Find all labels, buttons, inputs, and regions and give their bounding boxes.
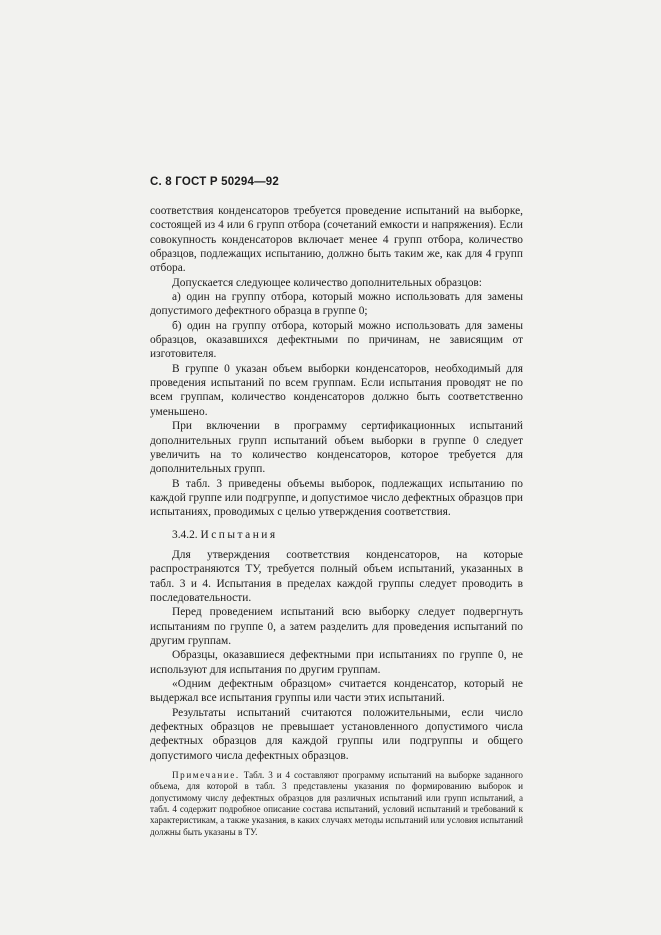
paragraph: В группе 0 указан объем выборки конденсаторов, необходимый для проведения испытаний по всем группам. Если испытания проводят не по всем группам, количество конденсаторов должно быть соответственно уменьшено.	[150, 362, 523, 418]
note	[150, 770, 523, 838]
section-number: 3.4.2.	[172, 528, 198, 541]
paragraph: «Одним дефектным образцом» считается конденсатор, который не выдержал все испытания группы или части этих испытаний.	[150, 678, 523, 705]
note-text: Табл. 3 и 4 составляют программу испытаний на выборке заданного объема, для которой в табл. 3 представлены указания по формированию выборок и допустимому числу дефектных образцов для различных испытаний или групп испытаний, а табл. 4 содержит подробное описание состава испытаний, условий испытаний и требований к характеристикам, а также указания, в каких случаях методы испытаний или условия испытаний должны быть указаны в ТУ.	[150, 770, 523, 837]
section-heading	[150, 528, 523, 542]
paragraph: Образцы, оказавшиеся дефектными при испытаниях по группе 0, не используют для испытания по другим группам.	[150, 649, 523, 676]
paragraph: Перед проведением испытаний всю выборку следует подвергнуть испытаниям по группе 0, а затем разделить для проведения испытаний по другим группам.	[150, 606, 523, 647]
paragraph: Для утверждения соответствия конденсаторов, на которые распространяются ТУ, требуется полный объем испытаний, указанных в табл. 3 и 4. Испытания в пределах каждой группы следует проводить в последовательности.	[150, 548, 523, 604]
body-text	[150, 204, 523, 838]
page-header: С. 8 ГОСТ Р 50294—92	[150, 176, 279, 188]
paragraph: соответствия конденсаторов требуется проведение испытаний на выборке, состоящей из 4 или 6 групп отбора (сочетаний емкости и напряжения). Если совокупность конденсаторов включает менее 4 групп отбора, количество образцов, подлежащих испытанию, должно быть таким же, как для 4 групп отбора.	[150, 205, 523, 275]
list-item-a: а) один на группу отбора, который можно использовать для замены допустимого дефектного образца в группе 0;	[150, 291, 523, 318]
paragraph: Результаты испытаний считаются положительными, если число дефектных образцов не превышает установленного допустимого числа дефектных образцов для каждой группы или подгруппы и общего допустимого числа дефектных образцов.	[150, 706, 523, 762]
paragraph: Допускается следующее количество дополнительных образцов:	[172, 276, 482, 289]
paragraph: При включении в программу сертификационных испытаний дополнительных групп испытаний объем выборки в группе 0 следует увеличить на то количество конденсаторов, которое требуется для дополнительных групп.	[150, 420, 523, 476]
list-item-b: б) один на группу отбора, который можно использовать для замены образцов, оказавшихся дефектными по причинам, не зависящим от изготовителя.	[150, 319, 523, 361]
paragraph: В табл. 3 приведены объемы выборок, подлежащих испытанию по каждой группе или подгруппе, и допустимое число дефектных образцов при испытаниях, проводимых с целью утверждения соответствия.	[150, 477, 523, 519]
section-title: Испытания	[200, 528, 278, 541]
note-label: Примечание.	[172, 770, 240, 781]
